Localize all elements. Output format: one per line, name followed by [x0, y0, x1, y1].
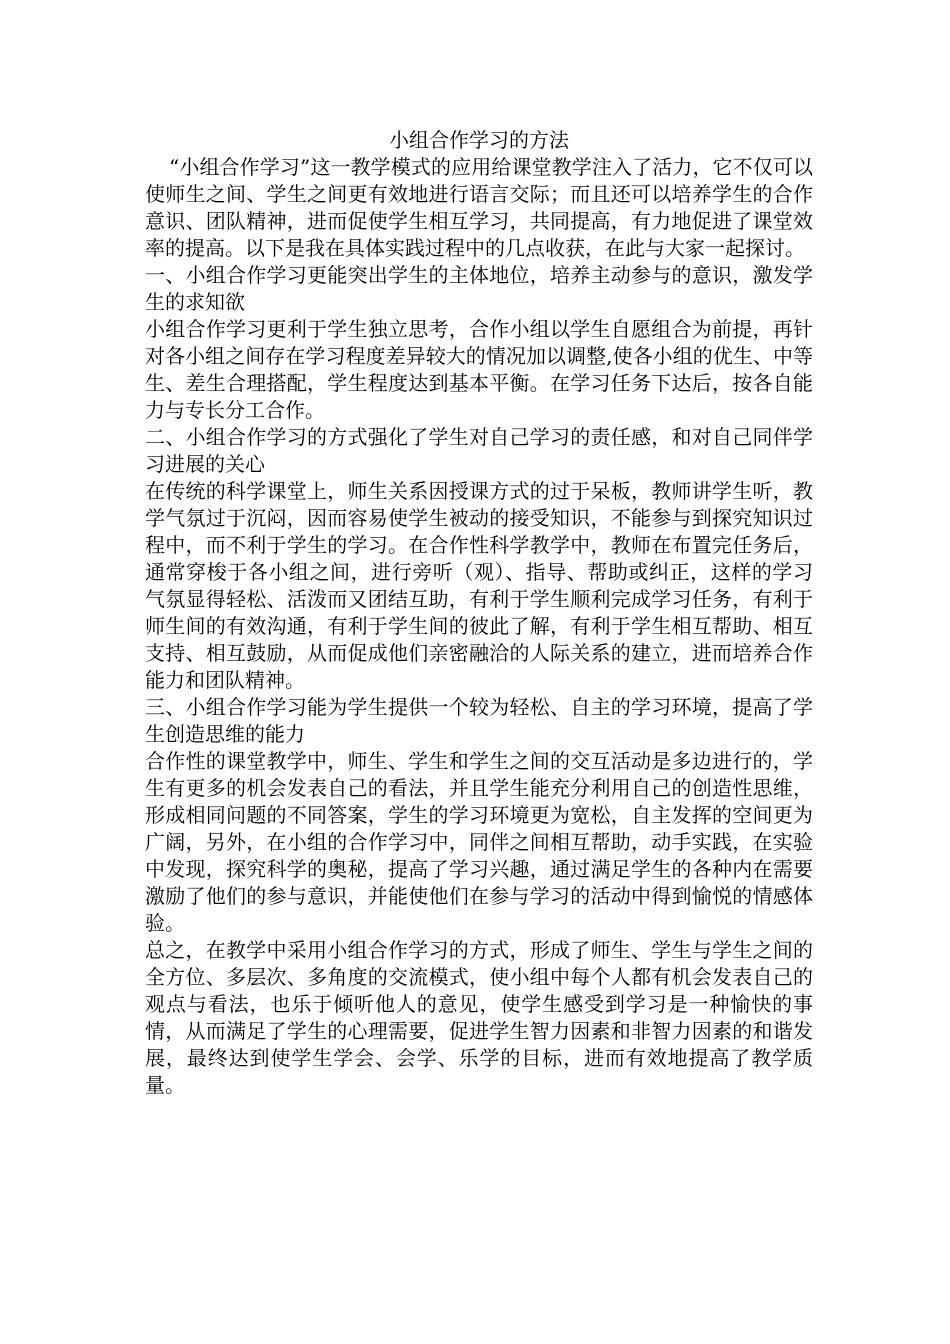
- section-body-1: 小组合作学习更利于学生独立思考，合作小组以学生自愿组合为前提，再针对各小组之间存在学习程度差异较大的情况加以调整,使各小组的优生、中等生、差生合理搭配，学生程度达到基本平衡。在学习任务下达后，按各自能力与专长分工合作。: [145, 317, 813, 422]
- document-title: 小组合作学习的方法: [389, 128, 569, 152]
- intro-paragraph: “小组合作学习”这一教学模式的应用给课堂教学注入了活力，它不仅可以使师生之间、学生之间更有效地进行语言交际；而且还可以培养学生的合作意识、团队精神，进而促使学生相互学习，共同提高，有力地促进了课堂效率的提高。以下是我在具体实践过程中的几点收获，在此与大家一起探讨。: [145, 155, 813, 260]
- section-heading-2: 二、小组合作学习的方式强化了学生对自己学习的责任感，和对自己同伴学习进展的关心: [145, 425, 813, 476]
- conclusion-paragraph: 总之，在教学中采用小组合作学习的方式，形成了师生、学生与学生之间的全方位、多层次、多角度的交流模式，使小组中每个人都有机会发表自己的观点与看法，也乐于倾听他人的意见，使学生感受到学习是一种愉快的事情，从而满足了学生的心理需要，促进学生智力因素和非智力因素的和谐发展，最终达到使学生学会、会学、乐学的目标，进而有效地提高了教学质量。: [145, 938, 813, 1097]
- section-heading-3: 三、小组合作学习能为学生提供一个较为轻松、自主的学习环境，提高了学生创造思维的能力: [145, 695, 813, 746]
- section-body-2: 在传统的科学课堂上，师生关系因授课方式的过于呆板，教师讲学生听，教学气氛过于沉闷，因而容易使学生被动的接受知识，不能参与到探究知识过程中，而不利于学生的学习。在合作性科学教学中，教师在布置完任务后，通常穿梭于各小组之间，进行旁听（观）、指导、帮助或纠正，这样的学习气氛显得轻松、活泼而又团结互助，有利于学生顺利完成学习任务，有利于师生间的有效沟通，有利于学生间的彼此了解，有利于学生相互帮助、相互支持、相互鼓励，从而促成他们亲密融洽的人际关系的建立，进而培养合作能力和团队精神。: [145, 479, 813, 692]
- document-page: [145, 126, 813, 1099]
- section-body-3: 合作性的课堂教学中，师生、学生和学生之间的交互活动是多边进行的，学生有更多的机会发表自己的看法，并且学生能充分利用自己的创造性思维，形成相同问题的不同答案，学生的学习环境更为宽松，自主发挥的空间更为广阔，另外，在小组的合作学习中，同伴之间相互帮助，动手实践，在实验中发现，探究科学的奥秘，提高了学习兴趣，通过满足学生的各种内在需要激励了他们的参与意识，并能使他们在参与学习的活动中得到愉悦的情感体验。: [145, 749, 813, 935]
- section-heading-1: 一、小组合作学习更能突出学生的主体地位，培养主动参与的意识，激发学生的求知欲: [145, 263, 813, 314]
